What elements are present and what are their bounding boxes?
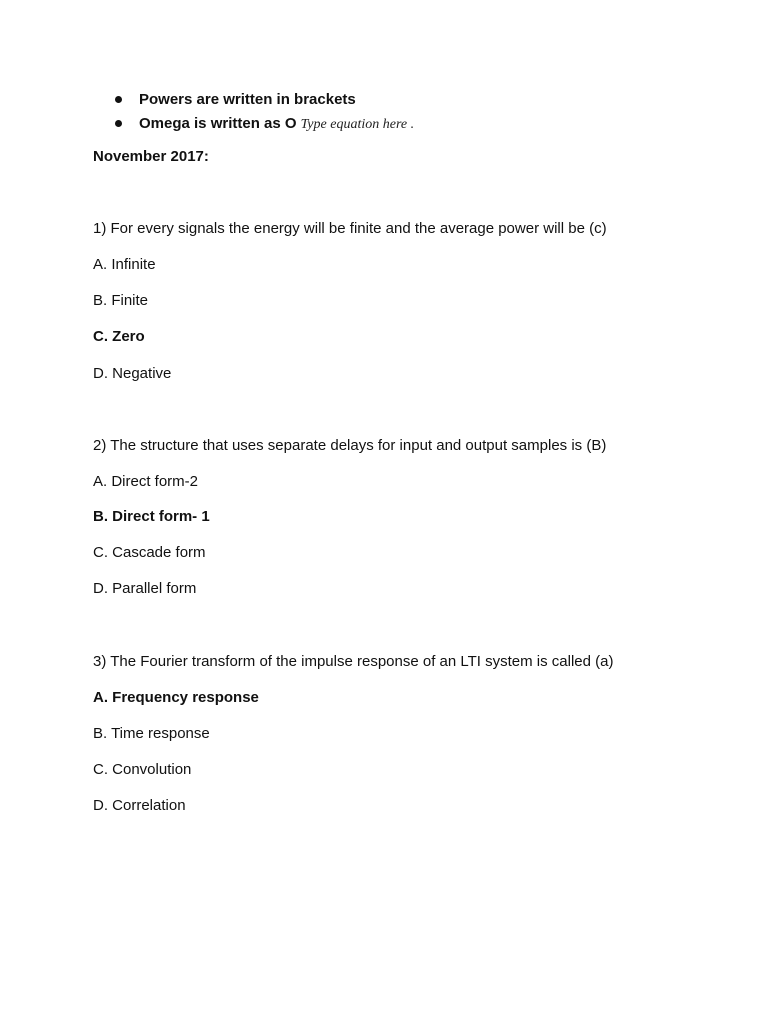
note-item — [115, 114, 414, 135]
option-b: B. Finite — [93, 292, 149, 309]
bullet-icon — [115, 120, 122, 127]
option-d: D. Parallel form — [93, 580, 197, 597]
section-title: November 2017: — [93, 148, 209, 165]
option-d: D. Correlation — [93, 797, 186, 814]
equation-placeholder[interactable]: Type equation here . — [300, 117, 415, 132]
question-text: 2) The structure that uses separate delays for input and output samples is (B) — [93, 437, 607, 454]
option-b: B. Time response — [93, 725, 210, 742]
question-text: 1) For every signals the energy will be finite and the average power will be (c) — [93, 220, 607, 237]
option-c: C. Convolution — [93, 761, 192, 778]
question-text: 3) The Fourier transform of the impulse response of an LTI system is called (a) — [93, 653, 614, 670]
option-a-answer: A. Frequency response — [93, 689, 259, 706]
note-text: Powers are written in brackets — [139, 91, 356, 108]
option-d: D. Negative — [93, 365, 172, 382]
option-a: A. Direct form-2 — [93, 473, 199, 490]
bullet-icon — [115, 96, 122, 103]
note-item — [115, 90, 356, 110]
option-b-answer: B. Direct form- 1 — [93, 508, 210, 525]
note-text: Omega is written as O — [139, 115, 297, 132]
option-c: C. Cascade form — [93, 544, 206, 561]
option-c-answer: C. Zero — [93, 328, 145, 345]
option-a: A. Infinite — [93, 256, 156, 273]
